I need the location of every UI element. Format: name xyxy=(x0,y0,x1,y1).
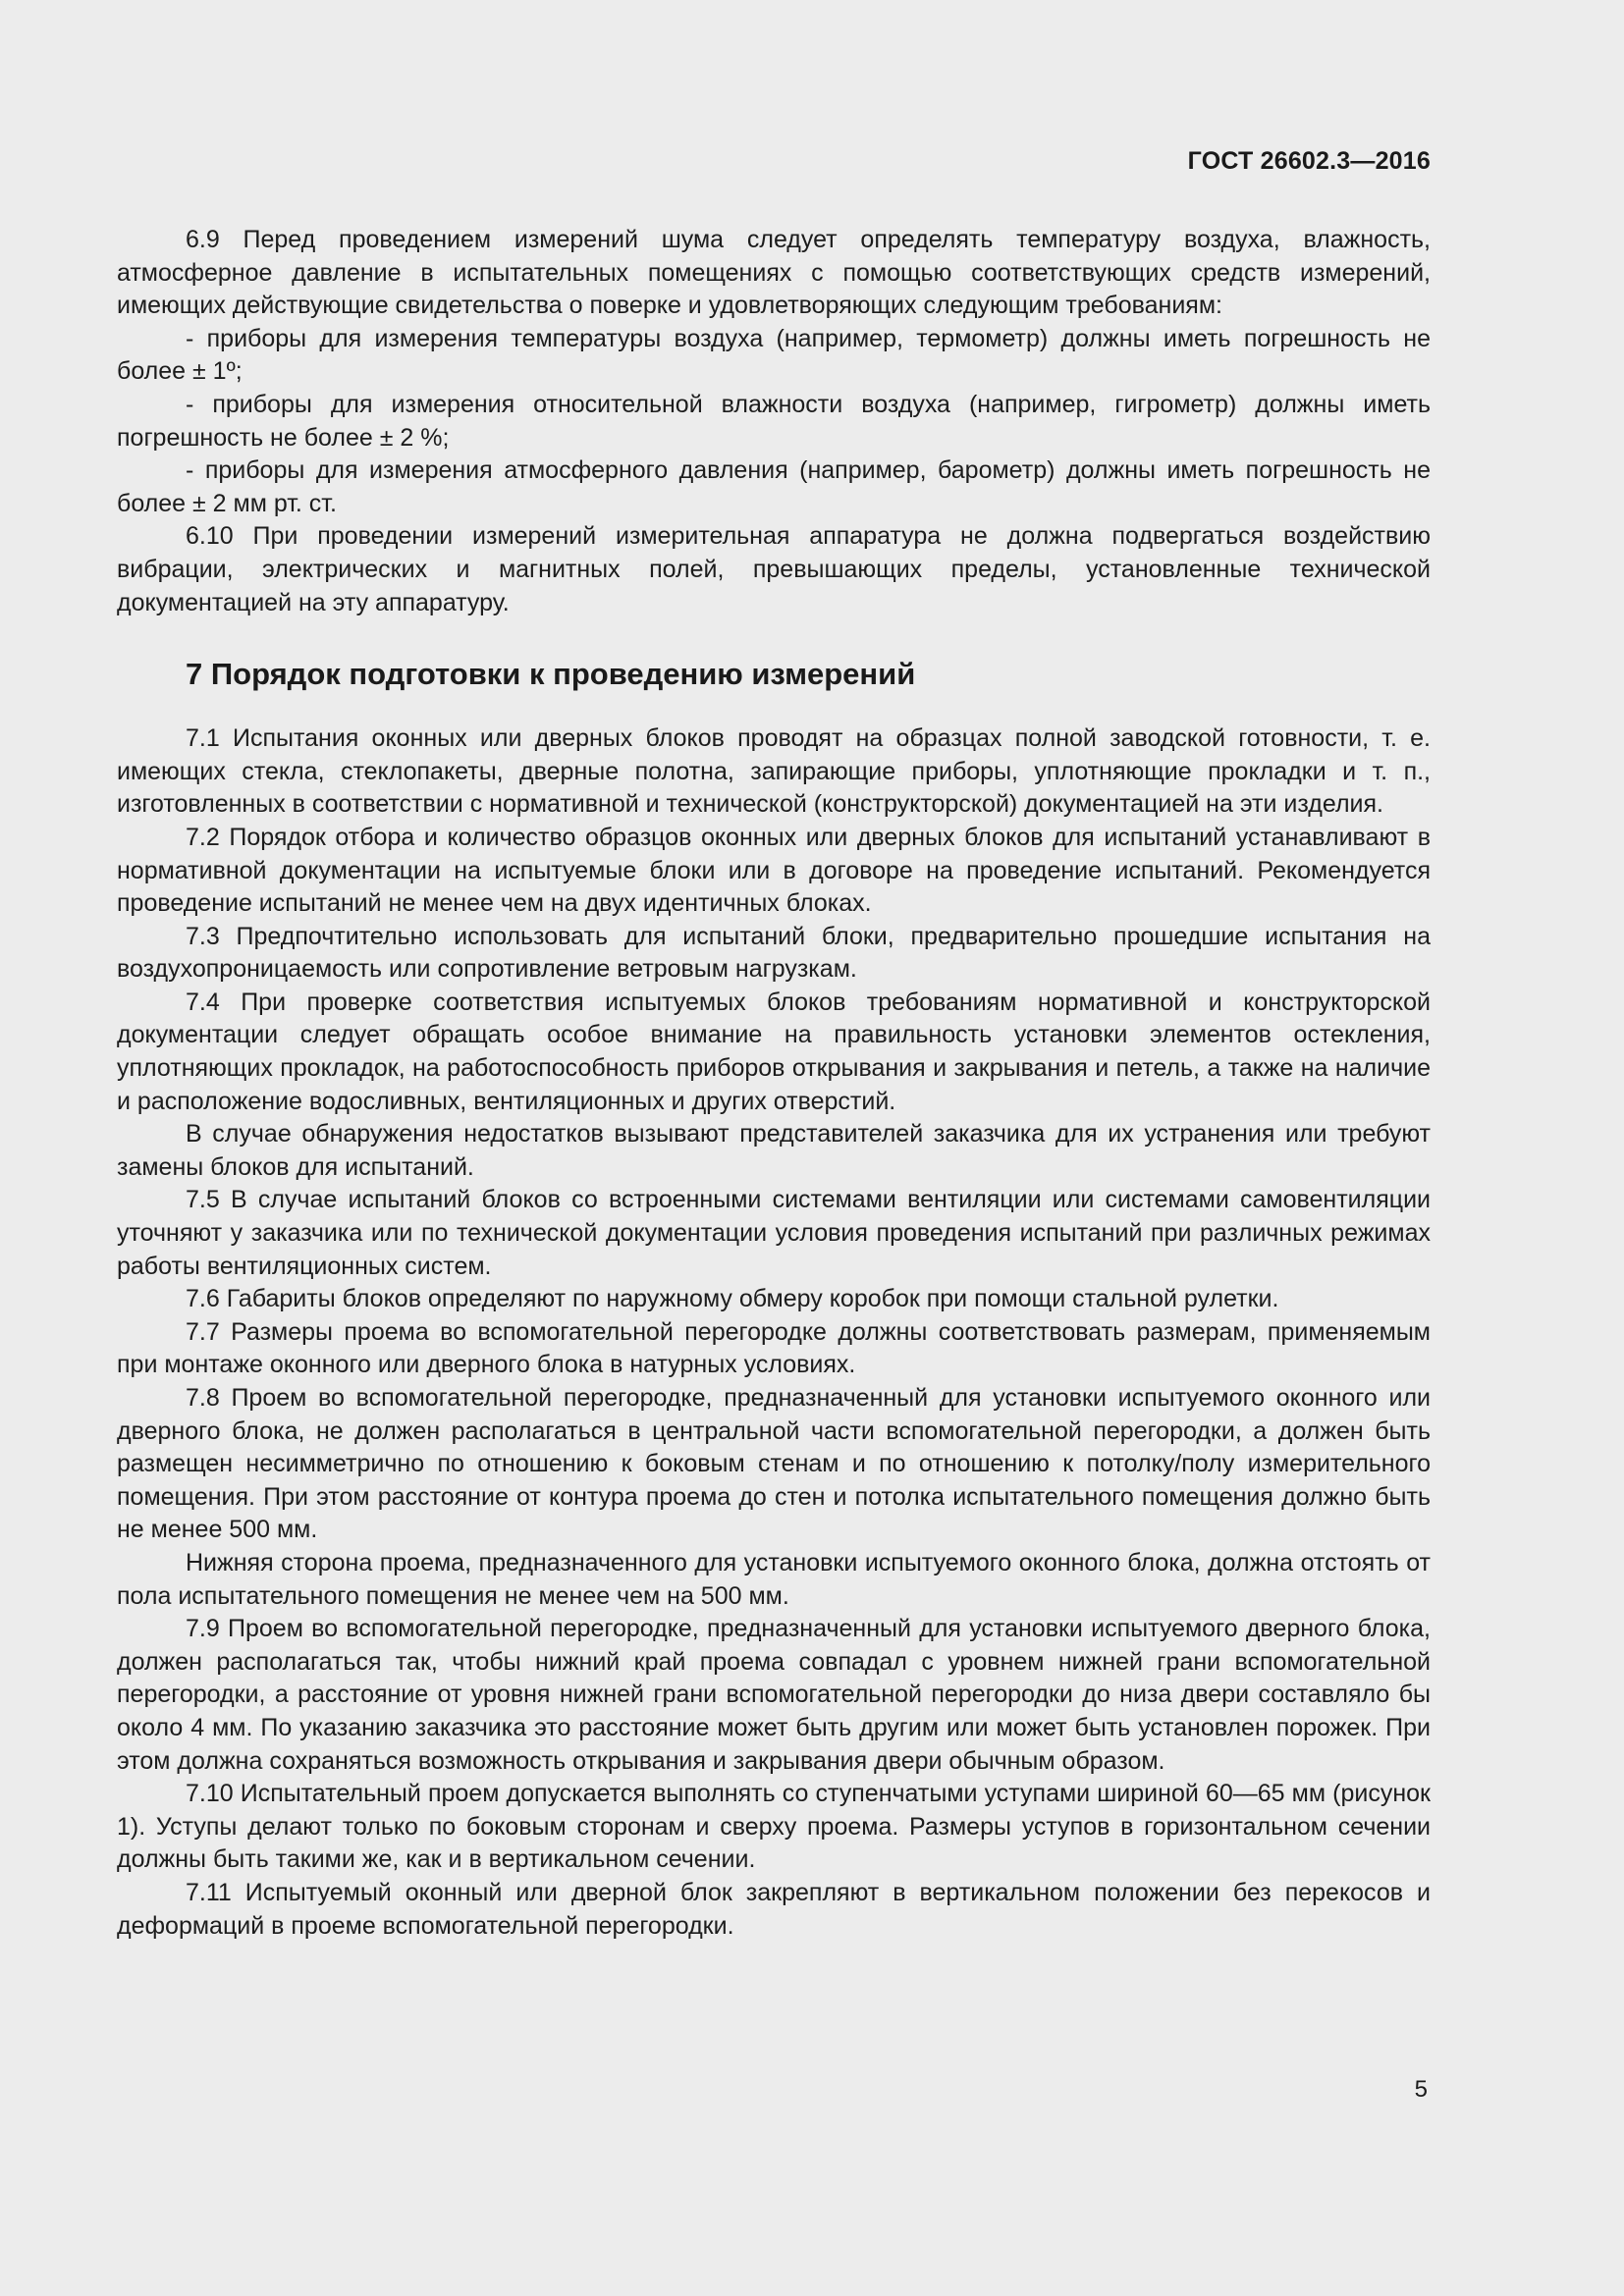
paragraph-7-1: 7.1 Испытания оконных или дверных блоков проводят на образцах полной заводской готовности, т. е. имеющих стекла, стеклопакеты, дверные полотна, запирающие приборы, уплотняющие прокладки и т. п., изготовленных в соответствии с нормативной и технической (конструкторской) документацией на эти изделия. xyxy=(117,724,1431,819)
paragraph-7-11: 7.11 Испытуемый оконный или дверной блок закрепляют в вертикальном положении без перекосов и деформаций в проеме вспомогательной перегородки. xyxy=(117,1878,1431,1940)
page-number: 5 xyxy=(1414,2076,1428,2103)
paragraph-6-10: 6.10 При проведении измерений измерительная аппаратура не должна подвергаться воздействию вибрации, электрических и магнитных полей, превышающих пределы, установленные технической документацией на эту аппаратуру. xyxy=(117,522,1431,616)
paragraph-7-10: 7.10 Испытательный проем допускается выполнять со ступенчатыми уступами шириной 60—65 мм (рисунок 1). Уступы делают только по боковым сторонам и сверху проема. Размеры уступов в горизонтальном сечении должны быть такими же, как и в вертикальном сечении. xyxy=(117,1780,1431,1874)
list-item-humidity: - приборы для измерения относительной влажности воздуха (например, гигрометр) должны иметь погрешность не более ± 2 %; xyxy=(117,390,1431,452)
standard-code-header: ГОСТ 26602.3—2016 xyxy=(1187,147,1431,175)
paragraph-7-4: 7.4 При проверке соответствия испытуемых блоков требованиям нормативной и конструкторской документации следует обращать особое внимание на правильность установки элементов остекления, уплотняющих прокладок, на работоспособность приборов открывания и закрывания и петель, а также на наличие и расположение водосливных, вентиляционных и других отверстий. xyxy=(117,988,1431,1115)
paragraph-7-9: 7.9 Проем во вспомогательной перегородке, предназначенный для установки испытуемого дверного блока, должен располагаться так, чтобы нижний край проема совпадал с уровнем нижней грани вспомогательной перегородки, а расстояние от уровня нижней грани вспомогательной перегородки до низа двери составляло бы около 4 мм. По указанию заказчика это расстояние может быть другим или может быть установлен порожек. При этом должна сохраняться возможность открывания и закрывания двери обычным образом. xyxy=(117,1615,1431,1775)
paragraph-7-6: 7.6 Габариты блоков определяют по наружному обмеру коробок при помощи стальной рулетки. xyxy=(186,1285,1279,1313)
paragraph-6-9: 6.9 Перед проведением измерений шума следует определять температуру воздуха, влажность, атмосферное давление в испытательных помещениях с помощью соответствующих средств измерений, имеющих действующие свидетельства о поверке и удовлетворяющих следующим требованиям: xyxy=(117,226,1431,320)
paragraph-7-4-continued: В случае обнаружения недостатков вызывают представителей заказчика для их устранения или требуют замены блоков для испытаний. xyxy=(117,1120,1431,1181)
list-item-temperature: - приборы для измерения температуры воздуха (например, термометр) должны иметь погрешность не более ± 1º; xyxy=(117,324,1431,386)
paragraph-7-8-continued: Нижняя сторона проема, предназначенного для установки испытуемого оконного блока, должна отстоять от пола испытательного помещения не менее чем на 500 мм. xyxy=(117,1548,1431,1610)
paragraph-7-2: 7.2 Порядок отбора и количество образцов оконных или дверных блоков для испытаний устанавливают в нормативной документации на испытуемые блоки или в договоре на проведение испытаний. Рекомендуется проведение испытаний не менее чем на двух идентичных блоках. xyxy=(117,823,1431,918)
list-item-pressure: - приборы для измерения атмосферного давления (например, барометр) должны иметь погрешность не более ± 2 мм рт. ст. xyxy=(117,456,1431,517)
document-body xyxy=(117,224,1431,1943)
paragraph-7-5: 7.5 В случае испытаний блоков со встроенными системами вентиляции или системами самовентиляции уточняют у заказчика или по технической документации условия проведения испытаний при различных режимах работы вентиляционных систем. xyxy=(117,1186,1431,1280)
paragraph-7-3: 7.3 Предпочтительно использовать для испытаний блоки, предварительно прошедшие испытания на воздухопроницаемость или сопротивление ветровым нагрузкам. xyxy=(117,922,1431,984)
section-7-heading: 7 Порядок подготовки к проведению измерений xyxy=(186,657,916,692)
paragraph-7-8: 7.8 Проем во вспомогательной перегородке, предназначенный для установки испытуемого оконного или дверного блока, не должен располагаться в центральной части вспомогательной перегородки, а должен быть размещен несимметрично по отношению к боковым стенам и по отношению к потолку/полу измерительного помещения. При этом расстояние от контура проема до стен и потолка испытательного помещения должно быть не менее 500 мм. xyxy=(117,1384,1431,1544)
paragraph-7-7: 7.7 Размеры проема во вспомогательной перегородке должны соответствовать размерам, применяемым при монтаже оконного или дверного блока в натурных условиях. xyxy=(117,1317,1431,1379)
